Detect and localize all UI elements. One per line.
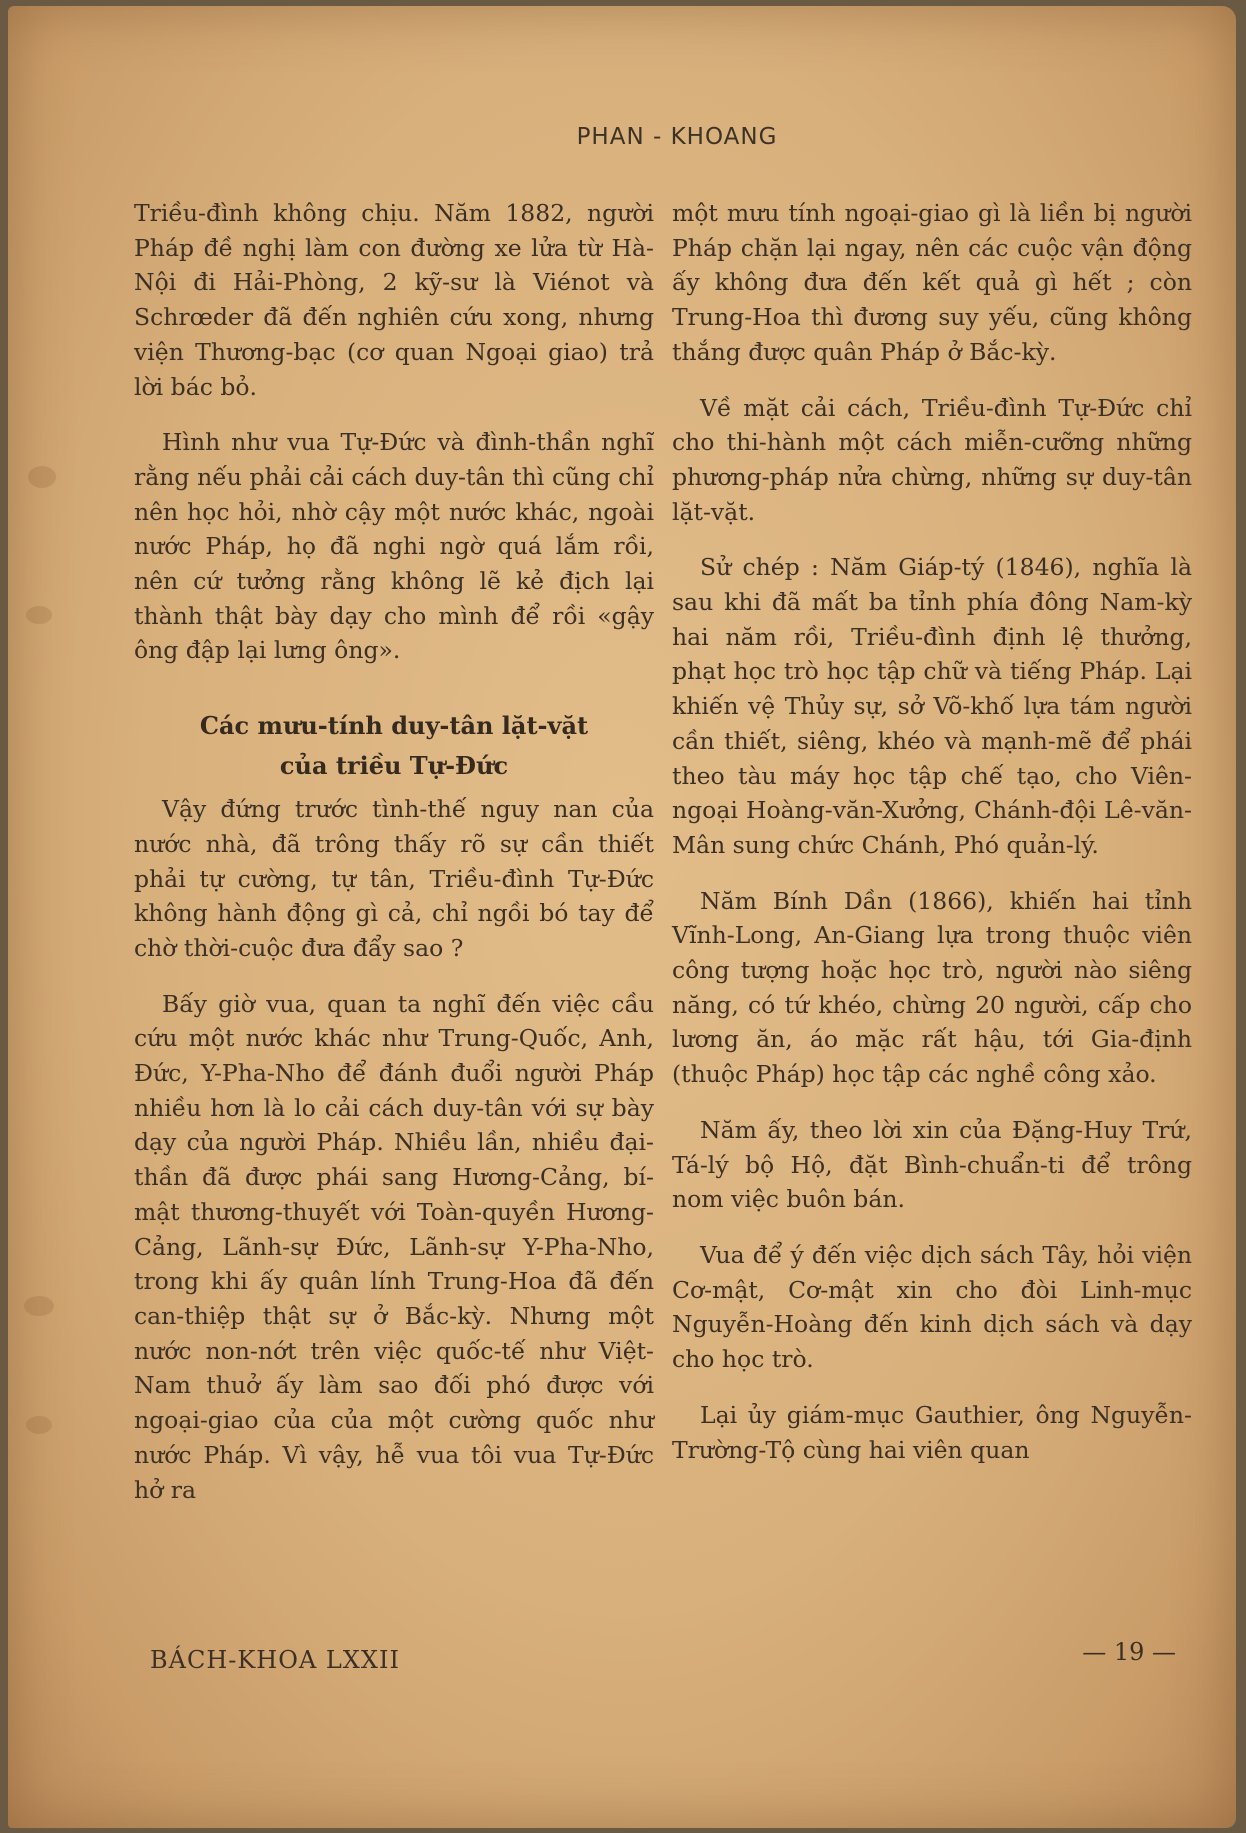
paragraph: Năm ấy, theo lời xin của Đặng-Huy Trứ, Tá-lý bộ Hộ, đặt Bình-chuẩn-ti để trông nom việc buôn bán.: [672, 1115, 1192, 1214]
section-heading-line2: của triều Tự-Đức: [279, 751, 509, 781]
paper-stain: [26, 1416, 52, 1434]
section-heading: [134, 706, 654, 786]
page-number: — 19 —: [1082, 1638, 1176, 1666]
right-column: [672, 196, 1192, 1488]
paragraph: Vua để ý đến việc dịch sách Tây, hỏi viện Cơ-mật, Cơ-mật xin cho đòi Linh-mục Nguyễn-Hoàng đến kinh dịch sách và dạy cho học trò.: [672, 1240, 1192, 1374]
paragraph: Vậy đứng trước tình-thế nguy nan của nước nhà, đã trông thấy rõ sự cần thiết phải tự cường, tự tân, Triều-đình Tự-Đức không hành động gì cả, chỉ ngồi bó tay để chờ thời-cuộc đưa đẩy sao ?: [134, 795, 654, 962]
document-page: [8, 6, 1236, 1828]
left-column: [134, 196, 654, 1528]
paragraph: Về mặt cải cách, Triều-đình Tự-Đức chỉ cho thi-hành một cách miễn-cưỡng những phương-pháp nửa chừng, những sự duy-tân lặt-vặt.: [672, 393, 1192, 526]
section-heading-line1: Các mưu-tính duy-tân lặt-vặt: [199, 711, 589, 741]
paragraph: Năm Bính Dần (1866), khiến hai tỉnh Vĩnh-Long, An-Giang lựa trong thuộc viên công tượng hoặc học trò, người nào siêng năng, có tứ khéo, chừng 20 người, cấp cho lương ăn, áo mặc rất hậu, tới Gia-định (thuộc Pháp) học tập các nghề công xảo.: [672, 886, 1192, 1089]
paragraph: một mưu tính ngoại-giao gì là liền bị người Pháp chặn lại ngay, nên các cuộc vận động ấy không đưa đến kết quả gì hết ; còn Trung-Hoa thì đương suy yếu, cũng không thắng được quân Pháp ở Bắc-kỳ.: [672, 199, 1192, 366]
paper-stain: [28, 466, 56, 488]
paragraph: Bấy giờ vua, quan ta nghĩ đến việc cầu cứu một nước khác như Trung-Quốc, Anh, Đức, Y-Pha-Nho để đánh đuổi người Pháp nhiều hơn là lo cải cách duy-tân với sự bày dạy của người Pháp. Nhiều lần, nhiều đại-thần đã được phái sang Hương-Cảng, bí-mật thương-thuyết với Toàn-quyền Hương-Cảng, Lãnh-sự Đức, Lãnh-sự Y-Pha-Nho, trong khi ấy quân lính Trung-Hoa đã đến can-thiệp thật sự ở Bắc-kỳ. Nhưng một nước non-nớt trên việc quốc-tế như Việt-Nam thuở ấy làm sao đối phó được với ngoại-giao của của một cường quốc như nước Pháp. Vì vậy, hễ vua tôi vua Tự-Đức hở ra: [134, 989, 654, 1504]
running-head: PHAN - KHOANG: [576, 124, 778, 150]
paragraph: Hình như vua Tự-Đức và đình-thần nghĩ rằng nếu phải cải cách duy-tân thì cũng chỉ nên học hỏi, nhờ cậy một nước khác, ngoài nước Pháp, họ đã nghi ngờ quá lắm rồi, nên cứ tưởng rằng không lẽ kẻ địch lại thành thật bày dạy cho mình để rồi «gậy ông đập lại lưng ông».: [134, 428, 654, 665]
paragraph: Lại ủy giám-mục Gauthier, ông Nguyễn-Trường-Tộ cùng hai viên quan: [672, 1400, 1192, 1464]
paragraph: Sử chép : Năm Giáp-tý (1846), nghĩa là sau khi đã mất ba tỉnh phía đông Nam-kỳ hai năm rồi, Triều-đình định lệ thưởng, phạt học trò học tập chữ và tiếng Pháp. Lại khiến vệ Thủy sự, sở Võ-khố lựa tám người cần thiết, siêng, khéo và mạnh-mẽ để phái theo tàu máy học tập chế tạo, cho Viên-ngoại Hoàng-văn-Xưởng, Chánh-đội Lê-văn-Mân sung chức Chánh, Phó quản-lý.: [672, 553, 1192, 859]
journal-footer: BÁCH-KHOA LXXII: [150, 1646, 400, 1674]
paper-stain: [24, 1296, 54, 1316]
paragraph: Triều-đình không chịu. Năm 1882, người Pháp đề nghị làm con đường xe lửa từ Hà-Nội đi Hải-Phòng, 2 kỹ-sư là Viénot và Schrœder đã đến nghiên cứu xong, nhưng viện Thương-bạc (cơ quan Ngoại giao) trả lời bác bỏ.: [134, 199, 654, 401]
paper-stain: [26, 606, 52, 624]
